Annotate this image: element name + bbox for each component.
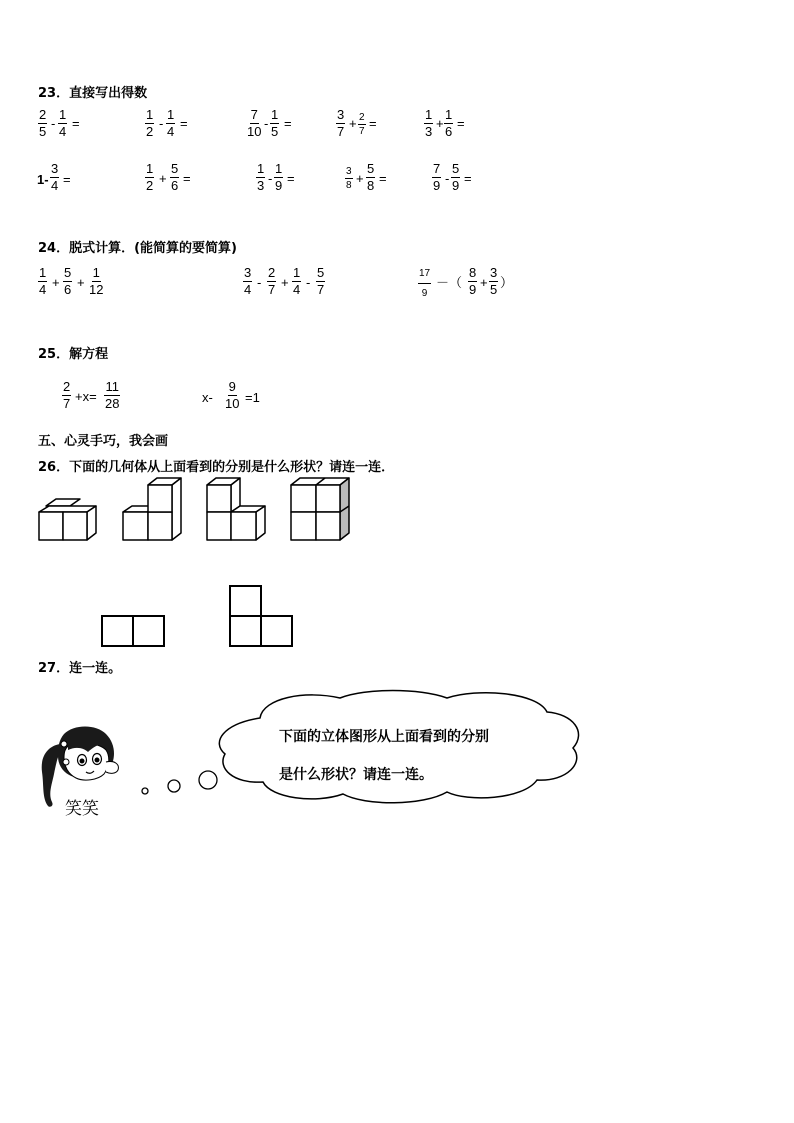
fraction: $\frac{2}{5}$ [39, 107, 47, 139]
q26-top-views [95, 580, 300, 650]
fraction: $\frac{1}{4}$ [293, 265, 301, 297]
solid-2 [123, 478, 181, 540]
fraction: $\frac{5}{6}$ [171, 161, 179, 193]
fraction: $\frac{11}{28}$ [105, 379, 120, 411]
character-name: 笑笑 [65, 799, 99, 819]
operator: －（ [436, 275, 463, 290]
operator: + [356, 171, 364, 186]
operator: ） [500, 275, 514, 290]
fraction: $\frac{1}{9}$ [275, 161, 283, 193]
top-view-2 [230, 586, 292, 646]
solid-1 [39, 499, 96, 540]
equals-sign: = [379, 171, 387, 186]
fraction: $\frac{17}{9}$ [419, 268, 431, 299]
fraction: $\frac{1}{2}$ [146, 107, 154, 139]
fraction: $\frac{1}{2}$ [146, 161, 154, 193]
operator: =1 [245, 390, 260, 405]
q26-solids [0, 470, 380, 550]
fraction: $\frac{1}{4}$ [167, 107, 175, 139]
equals-sign: = [183, 171, 191, 186]
operator: - [264, 116, 269, 131]
operator: + [159, 171, 167, 186]
fraction: $\frac{5}{7}$ [317, 265, 325, 297]
operator: - [159, 116, 164, 131]
equals-sign: = [287, 171, 295, 186]
operator: - [51, 116, 56, 131]
q23-title: 23．直接写出得数 [38, 86, 148, 101]
operator: +x= [75, 389, 97, 404]
equals-sign: = [63, 172, 71, 187]
operator: x- [202, 390, 213, 405]
thought-cloud [215, 688, 590, 808]
fraction: $\frac{1}{12}$ [89, 265, 104, 297]
q27-title: 27．连一连。 [38, 661, 122, 676]
equals-sign: = [457, 116, 465, 131]
operator: + [480, 275, 488, 290]
operator: + [77, 275, 85, 290]
bubble-line-2: 是什么形状？请连一连。 [279, 767, 433, 783]
girl-character-illustration [34, 722, 134, 820]
fraction: $\frac{3}{4}$ [51, 161, 59, 193]
fraction: $\frac{3}{5}$ [490, 265, 498, 297]
operator: + [281, 275, 289, 290]
fraction: $\frac{5}{8}$ [367, 161, 375, 193]
fraction: $\frac{1}{3}$ [257, 161, 265, 193]
equals-sign: = [284, 116, 292, 131]
fraction: $\frac{1}{4}$ [39, 265, 47, 297]
operator: + [436, 116, 444, 131]
fraction: $\frac{3}{4}$ [244, 265, 252, 297]
fraction: $\frac{5}{6}$ [64, 265, 72, 297]
operator: + [52, 275, 60, 290]
thought-dots [135, 765, 225, 805]
equals-sign: = [180, 116, 188, 131]
fraction: $\frac{7}{9}$ [433, 161, 441, 193]
fraction: $\frac{3}{7}$ [337, 107, 345, 139]
solid-3 [207, 478, 265, 540]
q25-title: 25．解方程 [38, 347, 109, 362]
fraction: $\frac{2}{7}$ [268, 265, 276, 297]
operator: 1- [37, 172, 49, 187]
q26-title: 26．下面的几何体从上面看到的分别是什么形状？请连一连． [38, 460, 395, 475]
fraction: $\frac{1}{5}$ [271, 107, 279, 139]
fraction: $\frac{7}{10}$ [247, 107, 262, 139]
fraction: $\frac{5}{9}$ [452, 161, 460, 193]
operator: + [349, 116, 357, 131]
q24-title: 24．脱式计算．(能简算的要简算) [38, 241, 237, 256]
solid-4 [291, 478, 349, 540]
bubble-line-1: 下面的立体图形从上面看到的分别 [279, 729, 489, 745]
fraction: $\frac{1}{4}$ [59, 107, 67, 139]
fraction: $\frac{3}{8}$ [346, 166, 352, 191]
fraction: $\frac{2}{7}$ [63, 379, 71, 411]
fraction: $\frac{1}{6}$ [445, 107, 453, 139]
section5-title: 五、心灵手巧，我会画 [38, 434, 169, 449]
equals-sign: = [369, 116, 377, 131]
equals-sign: = [72, 116, 80, 131]
operator: - [306, 275, 311, 290]
operator: - [445, 171, 450, 186]
fraction: $\frac{9}{10}$ [225, 379, 240, 411]
equals-sign: = [464, 171, 472, 186]
top-view-1 [102, 616, 164, 646]
operator: - [268, 171, 273, 186]
fraction: $\frac{2}{7}$ [359, 112, 365, 137]
fraction: $\frac{1}{3}$ [425, 107, 433, 139]
operator: - [257, 275, 262, 290]
fraction: $\frac{8}{9}$ [469, 265, 477, 297]
